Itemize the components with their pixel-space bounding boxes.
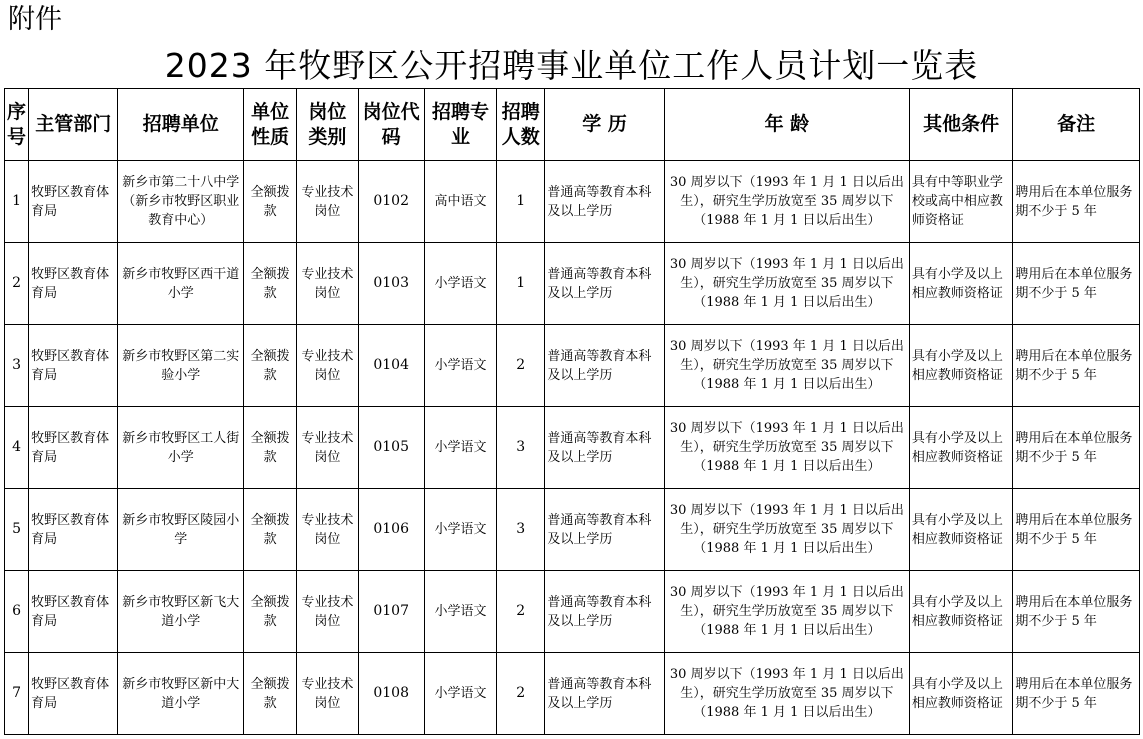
cell-code: 0106 (358, 489, 424, 571)
cell-major: 小学语文 (424, 653, 496, 735)
cell-seq: 3 (5, 325, 29, 407)
table-row (5, 571, 1140, 653)
cell-nature: 全额拨款 (244, 571, 297, 653)
cell-education: 普通高等教育本科及以上学历 (545, 243, 665, 325)
cell-dept: 牧野区教育体育局 (29, 407, 118, 489)
table-row (5, 243, 1140, 325)
cell-category: 专业技术岗位 (297, 407, 358, 489)
cell-category: 专业技术岗位 (297, 243, 358, 325)
cell-age: 30 周岁以下（1993 年 1 月 1 日以后出生），研究生学历放宽至 35 周岁以下（1988 年 1 月 1 日以后出生） (664, 325, 909, 407)
cell-code: 0104 (358, 325, 424, 407)
cell-count: 2 (497, 653, 545, 735)
cell-other: 具有小学及以上相应教师资格证 (909, 489, 1012, 571)
annex-label: 附件 (8, 4, 62, 35)
cell-category: 专业技术岗位 (297, 653, 358, 735)
cell-code: 0103 (358, 243, 424, 325)
header-major: 招聘专业 (424, 89, 496, 161)
header-nature: 单位性质 (244, 89, 297, 161)
recruitment-table (4, 88, 1140, 735)
cell-nature: 全额拨款 (244, 161, 297, 243)
cell-nature: 全额拨款 (244, 325, 297, 407)
header-dept: 主管部门 (29, 89, 118, 161)
cell-dept: 牧野区教育体育局 (29, 325, 118, 407)
cell-unit: 新乡市牧野区第二实验小学 (118, 325, 244, 407)
cell-major: 小学语文 (424, 571, 496, 653)
cell-seq: 1 (5, 161, 29, 243)
header-other: 其他条件 (909, 89, 1012, 161)
cell-major: 小学语文 (424, 243, 496, 325)
cell-seq: 5 (5, 489, 29, 571)
cell-nature: 全额拨款 (244, 243, 297, 325)
cell-age: 30 周岁以下（1993 年 1 月 1 日以后出生），研究生学历放宽至 35 周岁以下（1988 年 1 月 1 日以后出生） (664, 653, 909, 735)
cell-unit: 新乡市牧野区西干道小学 (118, 243, 244, 325)
cell-count: 3 (497, 407, 545, 489)
cell-category: 专业技术岗位 (297, 571, 358, 653)
cell-major: 小学语文 (424, 407, 496, 489)
table-row (5, 653, 1140, 735)
cell-code: 0105 (358, 407, 424, 489)
cell-code: 0108 (358, 653, 424, 735)
cell-unit: 新乡市牧野区工人街小学 (118, 407, 244, 489)
cell-nature: 全额拨款 (244, 407, 297, 489)
header-category: 岗位类别 (297, 89, 358, 161)
cell-dept: 牧野区教育体育局 (29, 161, 118, 243)
cell-education: 普通高等教育本科及以上学历 (545, 571, 665, 653)
cell-major: 高中语文 (424, 161, 496, 243)
cell-age: 30 周岁以下（1993 年 1 月 1 日以后出生），研究生学历放宽至 35 周岁以下（1988 年 1 月 1 日以后出生） (664, 489, 909, 571)
cell-education: 普通高等教育本科及以上学历 (545, 653, 665, 735)
cell-education: 普通高等教育本科及以上学历 (545, 161, 665, 243)
cell-dept: 牧野区教育体育局 (29, 653, 118, 735)
cell-seq: 6 (5, 571, 29, 653)
header-seq: 序号 (5, 89, 29, 161)
cell-major: 小学语文 (424, 489, 496, 571)
header-unit: 招聘单位 (118, 89, 244, 161)
cell-unit: 新乡市牧野区新飞大道小学 (118, 571, 244, 653)
cell-code: 0102 (358, 161, 424, 243)
cell-dept: 牧野区教育体育局 (29, 571, 118, 653)
cell-unit: 新乡市第二十八中学（新乡市牧野区职业教育中心） (118, 161, 244, 243)
table-row (5, 325, 1140, 407)
cell-remark: 聘用后在本单位服务期不少于 5 年 (1013, 653, 1140, 735)
cell-nature: 全额拨款 (244, 489, 297, 571)
cell-seq: 2 (5, 243, 29, 325)
cell-seq: 7 (5, 653, 29, 735)
cell-remark: 聘用后在本单位服务期不少于 5 年 (1013, 489, 1140, 571)
cell-count: 3 (497, 489, 545, 571)
table-row (5, 161, 1140, 243)
cell-other: 具有小学及以上相应教师资格证 (909, 325, 1012, 407)
cell-count: 1 (497, 161, 545, 243)
cell-education: 普通高等教育本科及以上学历 (545, 407, 665, 489)
cell-seq: 4 (5, 407, 29, 489)
cell-category: 专业技术岗位 (297, 161, 358, 243)
header-age: 年 龄 (664, 89, 909, 161)
cell-unit: 新乡市牧野区陵园小学 (118, 489, 244, 571)
header-code: 岗位代码 (358, 89, 424, 161)
cell-code: 0107 (358, 571, 424, 653)
cell-education: 普通高等教育本科及以上学历 (545, 489, 665, 571)
cell-remark: 聘用后在本单位服务期不少于 5 年 (1013, 571, 1140, 653)
cell-remark: 聘用后在本单位服务期不少于 5 年 (1013, 325, 1140, 407)
header-count: 招聘人数 (497, 89, 545, 161)
header-education: 学 历 (545, 89, 665, 161)
header-row (5, 89, 1140, 161)
cell-category: 专业技术岗位 (297, 325, 358, 407)
cell-remark: 聘用后在本单位服务期不少于 5 年 (1013, 407, 1140, 489)
cell-age: 30 周岁以下（1993 年 1 月 1 日以后出生），研究生学历放宽至 35 周岁以下（1988 年 1 月 1 日以后出生） (664, 243, 909, 325)
cell-unit: 新乡市牧野区新中大道小学 (118, 653, 244, 735)
cell-category: 专业技术岗位 (297, 489, 358, 571)
cell-remark: 聘用后在本单位服务期不少于 5 年 (1013, 161, 1140, 243)
cell-dept: 牧野区教育体育局 (29, 243, 118, 325)
cell-other: 具有小学及以上相应教师资格证 (909, 407, 1012, 489)
cell-dept: 牧野区教育体育局 (29, 489, 118, 571)
cell-major: 小学语文 (424, 325, 496, 407)
table-row (5, 489, 1140, 571)
page-title: 2023 年牧野区公开招聘事业单位工作人员计划一览表 (164, 46, 979, 85)
cell-education: 普通高等教育本科及以上学历 (545, 325, 665, 407)
cell-age: 30 周岁以下（1993 年 1 月 1 日以后出生），研究生学历放宽至 35 周岁以下（1988 年 1 月 1 日以后出生） (664, 161, 909, 243)
cell-count: 1 (497, 243, 545, 325)
cell-count: 2 (497, 325, 545, 407)
cell-age: 30 周岁以下（1993 年 1 月 1 日以后出生），研究生学历放宽至 35 周岁以下（1988 年 1 月 1 日以后出生） (664, 407, 909, 489)
cell-nature: 全额拨款 (244, 653, 297, 735)
cell-other: 具有小学及以上相应教师资格证 (909, 243, 1012, 325)
table-row (5, 407, 1140, 489)
header-remark: 备注 (1013, 89, 1140, 161)
cell-other: 具有小学及以上相应教师资格证 (909, 653, 1012, 735)
cell-other: 具有中等职业学校或高中相应教师资格证 (909, 161, 1012, 243)
cell-count: 2 (497, 571, 545, 653)
cell-age: 30 周岁以下（1993 年 1 月 1 日以后出生），研究生学历放宽至 35 周岁以下（1988 年 1 月 1 日以后出生） (664, 571, 909, 653)
cell-remark: 聘用后在本单位服务期不少于 5 年 (1013, 243, 1140, 325)
cell-other: 具有小学及以上相应教师资格证 (909, 571, 1012, 653)
